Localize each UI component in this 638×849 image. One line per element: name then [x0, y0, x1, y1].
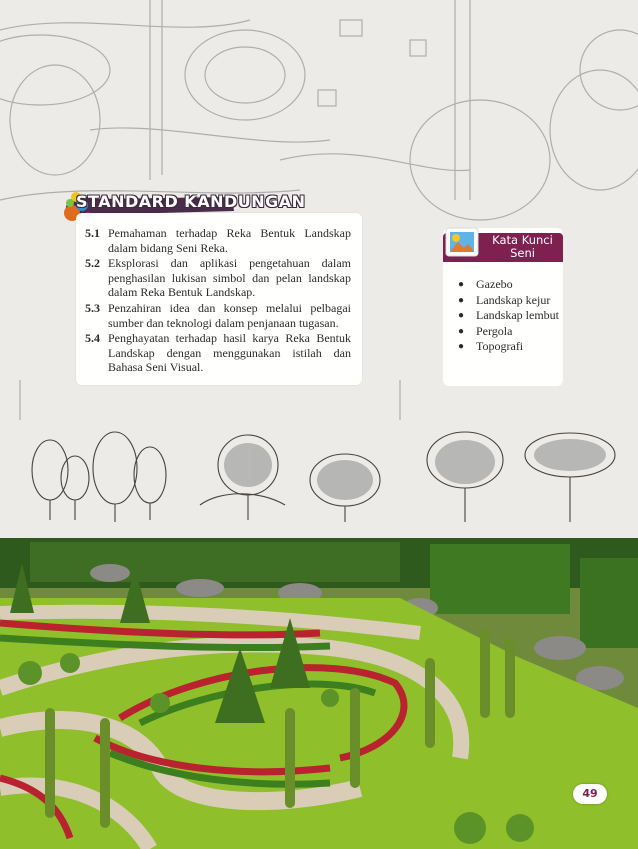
bullet-icon: ● — [458, 325, 465, 337]
keyword-text: Gazebo — [476, 277, 513, 291]
keyword-item — [458, 324, 562, 340]
section-title: STANDARD KANDUNGAN — [76, 192, 306, 211]
standard-text: Penzahiran idea dan konsep melalui pelbagai sumber dan teknologi dalam penjanaan tugasan. — [108, 300, 351, 330]
standard-item — [85, 301, 351, 330]
kata-kunci-title: Kata Kunci Seni — [492, 233, 553, 260]
bullet-icon: ● — [458, 279, 465, 290]
page-number: 49 — [573, 784, 607, 804]
standard-number: 5.2 — [85, 256, 100, 271]
standard-text: Penghayatan terhadap hasil karya Reka Bentuk Landskap dengan menggunakan istilah dan Bahasa Seni Visual. — [108, 331, 351, 375]
standard-text: Eksplorasi dan aplikasi pengetahuan dalam penghasilan lukisan simbol dan pelan landskap dalam Reka Bentuk Landskap. — [108, 256, 351, 300]
standard-number: 5.4 — [85, 331, 100, 346]
keyword-item — [458, 308, 562, 324]
keyword-text: Pergola — [476, 323, 513, 338]
standard-text: Pemahaman terhadap Reka Bentuk Landskap dalam bidang Seni Reka. — [108, 226, 351, 255]
standard-item — [85, 226, 351, 255]
artwork-frame-icon — [444, 226, 480, 260]
standard-item — [85, 256, 351, 300]
keyword-item — [458, 277, 562, 293]
keyword-item — [458, 293, 562, 309]
standard-number: 5.3 — [85, 300, 100, 315]
standard-number: 5.1 — [85, 226, 100, 240]
standards-list — [85, 226, 351, 376]
kata-kunci-list — [458, 277, 562, 355]
standard-item — [85, 331, 351, 375]
bullet-icon: ● — [458, 341, 465, 352]
bullet-icon: ● — [458, 310, 465, 321]
keyword-text: Topografi — [476, 339, 524, 353]
keyword-text: Landskap kejur — [476, 292, 551, 307]
bullet-icon: ● — [458, 294, 465, 306]
keyword-item — [458, 339, 562, 355]
standards-card — [76, 213, 362, 385]
topiary-garden-photo — [0, 538, 638, 849]
keyword-text: Landskap lembut — [476, 308, 559, 322]
